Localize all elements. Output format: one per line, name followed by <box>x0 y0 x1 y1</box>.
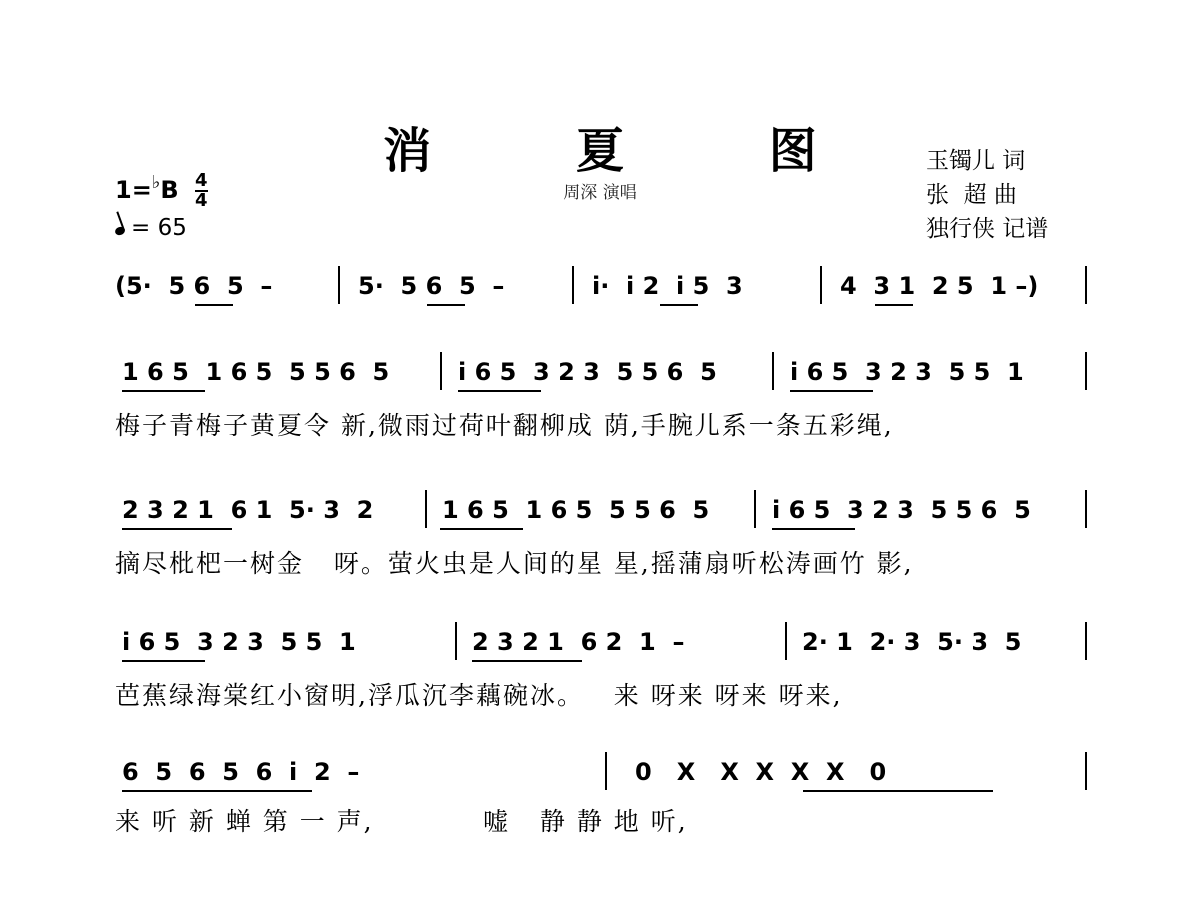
beam <box>195 304 233 306</box>
lyric-line-2: 梅子青梅子黄夏令 新,微雨过荷叶翻柳成 荫,手腕儿系一条五彩绳, <box>115 411 894 440</box>
notation-line-5 <box>110 758 1095 792</box>
notation-line-3 <box>110 496 1095 530</box>
beam <box>875 304 913 306</box>
notation-line-2 <box>110 358 1095 392</box>
beam <box>660 304 698 306</box>
beam <box>122 528 232 530</box>
bar-line <box>1085 266 1087 304</box>
bar-line <box>1085 490 1087 528</box>
lyric-line-5: 来 听 新 蝉 第 一 声, 嘘 静 静 地 听, <box>115 807 688 836</box>
bar-line <box>572 266 574 304</box>
lyricist-credit: 玉镯儿 词 <box>926 148 1026 174</box>
key-signature <box>115 172 208 210</box>
measure: 2 3 2 1 6 1 5· 3 2 <box>122 496 374 524</box>
beam <box>122 790 312 792</box>
key-one-eq: 1= <box>115 176 152 204</box>
measure: i 6 5 3 2 3 5 5 6 5 <box>772 496 1031 524</box>
bar-line <box>455 622 457 660</box>
beam <box>427 304 465 306</box>
measure: 4 3 1 2 5 1 –) <box>840 272 1039 300</box>
bar-line <box>1085 352 1087 390</box>
measure: 5· 5 6 5 – <box>358 272 505 300</box>
bar-line <box>1085 622 1087 660</box>
lyric-line-4: 芭蕉绿海棠红小窗明,浮瓜沉李藕碗冰。 来 呀来 呀来 呀来, <box>115 681 843 710</box>
measure: i 6 5 3 2 3 5 5 1 <box>122 628 356 656</box>
notation-line-1 <box>110 272 1095 306</box>
measure: 0 X X X X X 0 <box>635 758 887 786</box>
beam <box>472 660 582 662</box>
bar-line <box>338 266 340 304</box>
beam <box>803 790 993 792</box>
beam <box>790 390 873 392</box>
measure: 1 6 5 1 6 5 5 5 6 5 <box>442 496 710 524</box>
credits-block <box>926 144 1048 246</box>
bar-line <box>772 352 774 390</box>
tempo-mark <box>115 215 187 241</box>
measure: i 6 5 3 2 3 5 5 6 5 <box>458 358 717 386</box>
beam <box>122 660 205 662</box>
bar-line <box>754 490 756 528</box>
time-top: 4 <box>194 170 208 191</box>
tempo-value: = 65 <box>131 215 187 241</box>
measure: i 6 5 3 2 3 5 5 1 <box>790 358 1024 386</box>
beam <box>440 528 523 530</box>
measure: 6 5 6 5 6 i 2 – <box>122 758 360 786</box>
composer-credit: 张 超 曲 <box>926 182 1017 208</box>
bar-line <box>1085 752 1087 790</box>
lyric-line-3: 摘尽枇杷一树金 呀。萤火虫是人间的星 星,摇蒲扇听松涛画竹 影, <box>115 549 914 578</box>
measure: i· i 2 i 5 3 <box>592 272 743 300</box>
bar-line <box>440 352 442 390</box>
measure: 2 3 2 1 6 2 1 – <box>472 628 685 656</box>
measure: (5· 5 6 5 – <box>115 272 273 300</box>
bar-line <box>425 490 427 528</box>
singer-credit: 周深 演唱 <box>563 183 637 203</box>
notation-line-4 <box>110 628 1095 662</box>
song-title: 消 夏 图 <box>383 123 881 179</box>
beam <box>122 390 205 392</box>
measure: 2· 1 2· 3 5· 3 5 <box>802 628 1022 656</box>
bar-line <box>820 266 822 304</box>
transcriber-credit: 独行侠 记谱 <box>926 216 1049 242</box>
bar-line <box>785 622 787 660</box>
key-tonic: B <box>160 176 179 204</box>
time-signature <box>195 172 208 210</box>
flat-icon: ♭ <box>151 172 161 193</box>
quarter-note-icon <box>114 226 126 237</box>
beam <box>772 528 855 530</box>
time-bottom: 4 <box>194 190 208 211</box>
measure: 1 6 5 1 6 5 5 5 6 5 <box>122 358 390 386</box>
beam <box>458 390 541 392</box>
bar-line <box>605 752 607 790</box>
